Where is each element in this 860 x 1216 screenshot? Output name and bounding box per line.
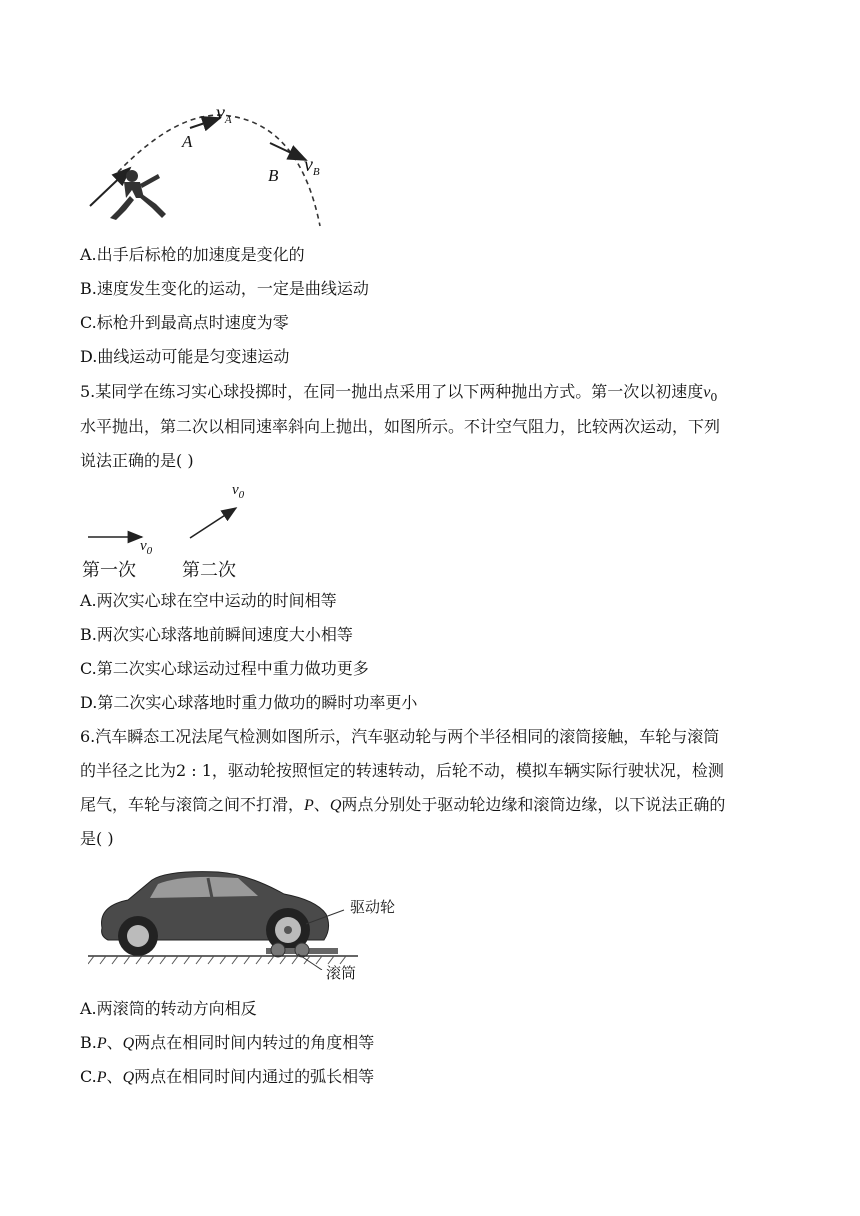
- q5-second-label: 第二次: [182, 560, 236, 581]
- label-point-b: B: [268, 166, 279, 185]
- roller-label: 滚筒: [326, 964, 357, 982]
- label-point-a: A: [182, 132, 193, 151]
- q6-stem-line4: 是( ): [80, 829, 114, 848]
- velocity-arrow-b: [270, 143, 306, 160]
- q5-option-d: D.第二次实心球落地时重力做功的瞬时功率更小: [80, 693, 418, 712]
- q5-stem-line1: 5.某同学在练习实心球投掷时，在同一抛出点采用了以下两种抛出方式。第一次以初速度$v_0$: [80, 382, 718, 404]
- q5-v0-label-first: $v_0$: [140, 538, 153, 557]
- drive-wheel-label: 驱动轮: [350, 898, 396, 916]
- q6-option-a: A.两滚筒的转动方向相反: [80, 999, 257, 1018]
- athlete-icon: [110, 170, 166, 220]
- q6-stem-line1: 6.汽车瞬态工况法尾气检测如图所示，汽车驱动轮与两个半径相同的滚筒接触，车轮与滚筒: [80, 727, 720, 746]
- q6-stem-line3: 尾气，车轮与滚筒之间不打滑，P、Q两点分别处于驱动轮边缘和滚筒边缘，以下说法正确的: [80, 795, 726, 814]
- roller-left: [271, 943, 285, 957]
- q4-option-c: C.标枪升到最高点时速度为零: [80, 313, 289, 332]
- q5-stem-line3: 说法正确的是( ): [80, 451, 194, 470]
- q4-option-d: D.曲线运动可能是匀变速运动: [80, 347, 290, 366]
- q5-stem-line2: 水平抛出，第二次以相同速率斜向上抛出，如图所示。不计空气阻力，比较两次运动，下列: [80, 417, 721, 436]
- label-va: $v_A$: [216, 102, 232, 126]
- q4-option-b: B.速度发生变化的运动，一定是曲线运动: [80, 279, 369, 298]
- q6-option-c: C.P、Q两点在相同时间内通过的弧长相等: [80, 1067, 375, 1086]
- javelin-line: [90, 168, 130, 206]
- q5-option-a: A.两次实心球在空中运动的时间相等: [80, 591, 337, 610]
- roller-right: [295, 943, 309, 957]
- throw-directions-figure: [80, 500, 260, 550]
- q6-option-b: B.P、Q两点在相同时间内转过的角度相等: [80, 1033, 375, 1052]
- car-on-rollers-figure: [88, 866, 358, 970]
- q5-option-c: C.第二次实心球运动过程中重力做功更多: [80, 659, 369, 678]
- q6-stem-line2: 的半径之比为2 : 1，驱动轮按照恒定的转速转动，后轮不动，模拟车辆实际行驶状况，检测: [80, 761, 724, 780]
- q5-first-label: 第一次: [82, 560, 136, 581]
- q4-option-a: A.出手后标枪的加速度是变化的: [80, 245, 305, 264]
- label-vb: $v_B$: [304, 154, 320, 178]
- q5-option-b: B.两次实心球落地前瞬间速度大小相等: [80, 625, 353, 644]
- trajectory-curve: [118, 115, 320, 226]
- q5-v0-label-second: $v_0$: [232, 482, 245, 501]
- second-throw-arrow: [190, 508, 236, 538]
